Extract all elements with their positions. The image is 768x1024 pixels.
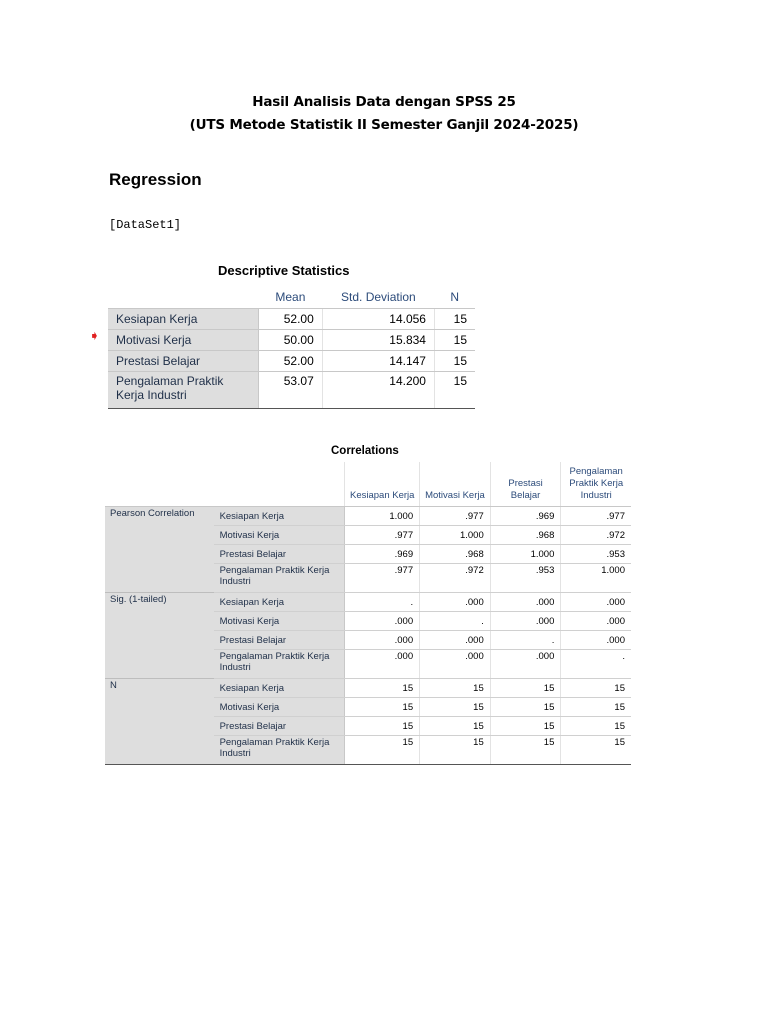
- value-cell: .977: [345, 564, 420, 593]
- table-row: [108, 372, 475, 409]
- value-cell: .000: [345, 650, 420, 679]
- value-cell: 1.000: [345, 507, 420, 526]
- value-cell: 15: [420, 698, 491, 717]
- descriptive-statistics-table: [108, 286, 475, 409]
- value-cell: 15: [561, 698, 631, 717]
- column-header: N: [434, 286, 475, 309]
- table-header-row: [105, 462, 631, 507]
- variable-label: Kesiapan Kerja: [214, 507, 345, 526]
- variable-label: Pengalaman Praktik Kerja Industri: [214, 736, 345, 765]
- n-cell: 15: [434, 372, 475, 409]
- dataset-label: [DataSet1]: [109, 218, 182, 232]
- column-header: Motivasi Kerja: [420, 462, 491, 507]
- value-cell: .977: [561, 507, 631, 526]
- column-header: Pengalaman Praktik Kerja Industri: [561, 462, 631, 507]
- value-cell: .977: [420, 507, 491, 526]
- value-cell: 15: [490, 698, 561, 717]
- variable-label: Motivasi Kerja: [214, 526, 345, 545]
- value-cell: 15: [561, 736, 631, 765]
- sd-cell: 14.200: [322, 372, 434, 409]
- column-header: Std. Deviation: [322, 286, 434, 309]
- value-cell: .000: [420, 593, 491, 612]
- value-cell: 15: [345, 679, 420, 698]
- table-row: [108, 351, 475, 372]
- variable-label: Kesiapan Kerja: [214, 679, 345, 698]
- arrow-icon: ➧: [89, 328, 100, 343]
- value-cell: .000: [561, 631, 631, 650]
- value-cell: .000: [490, 650, 561, 679]
- value-cell: .: [345, 593, 420, 612]
- value-cell: .000: [561, 593, 631, 612]
- value-cell: .969: [490, 507, 561, 526]
- table-row: [108, 330, 475, 351]
- row-label: Pengalaman Praktik Kerja Industri: [108, 372, 259, 409]
- mean-cell: 52.00: [259, 309, 323, 330]
- value-cell: .953: [490, 564, 561, 593]
- value-cell: .: [561, 650, 631, 679]
- value-cell: .969: [345, 545, 420, 564]
- value-cell: .972: [561, 526, 631, 545]
- n-cell: 15: [434, 330, 475, 351]
- group-label: Pearson Correlation: [105, 507, 214, 593]
- correlations-table: [105, 462, 631, 765]
- value-cell: .000: [345, 612, 420, 631]
- value-cell: 15: [490, 679, 561, 698]
- value-cell: .000: [561, 612, 631, 631]
- table-row: [105, 679, 631, 698]
- document-title: Hasil Analisis Data dengan SPSS 25: [252, 94, 516, 110]
- value-cell: 15: [561, 717, 631, 736]
- variable-label: Prestasi Belajar: [214, 545, 345, 564]
- table-header-row: [108, 286, 475, 309]
- row-label: Motivasi Kerja: [108, 330, 259, 351]
- value-cell: 1.000: [561, 564, 631, 593]
- value-cell: .953: [561, 545, 631, 564]
- sd-cell: 15.834: [322, 330, 434, 351]
- value-cell: 15: [490, 717, 561, 736]
- value-cell: .968: [420, 545, 491, 564]
- value-cell: .977: [345, 526, 420, 545]
- value-cell: .: [420, 612, 491, 631]
- value-cell: 15: [345, 717, 420, 736]
- variable-label: Prestasi Belajar: [214, 631, 345, 650]
- section-heading: Regression: [109, 170, 202, 189]
- document-subtitle: (UTS Metode Statistik II Semester Ganjil 2024-2025): [189, 117, 579, 133]
- variable-label: Motivasi Kerja: [214, 698, 345, 717]
- mean-cell: 50.00: [259, 330, 323, 351]
- table-row: [105, 593, 631, 612]
- value-cell: 15: [345, 698, 420, 717]
- correlations-title: Correlations: [331, 445, 399, 457]
- variable-label: Pengalaman Praktik Kerja Industri: [214, 564, 345, 593]
- sd-cell: 14.147: [322, 351, 434, 372]
- value-cell: 15: [420, 736, 491, 765]
- value-cell: 15: [561, 679, 631, 698]
- descriptive-statistics-title: Descriptive Statistics: [218, 263, 350, 278]
- value-cell: 15: [420, 717, 491, 736]
- sd-cell: 14.056: [322, 309, 434, 330]
- value-cell: 1.000: [420, 526, 491, 545]
- variable-label: Prestasi Belajar: [214, 717, 345, 736]
- row-label: Prestasi Belajar: [108, 351, 259, 372]
- value-cell: 15: [490, 736, 561, 765]
- column-header: Mean: [259, 286, 323, 309]
- table-row: [108, 309, 475, 330]
- variable-label: Motivasi Kerja: [214, 612, 345, 631]
- corner-cell: [214, 462, 345, 507]
- variable-label: Kesiapan Kerja: [214, 593, 345, 612]
- value-cell: .000: [345, 631, 420, 650]
- value-cell: 15: [345, 736, 420, 765]
- n-cell: 15: [434, 351, 475, 372]
- value-cell: .972: [420, 564, 491, 593]
- value-cell: .000: [490, 593, 561, 612]
- value-cell: .000: [490, 612, 561, 631]
- corner-cell: [108, 286, 259, 309]
- group-label: Sig. (1-tailed): [105, 593, 214, 679]
- value-cell: .: [490, 631, 561, 650]
- column-header: Prestasi Belajar: [490, 462, 561, 507]
- value-cell: .968: [490, 526, 561, 545]
- n-cell: 15: [434, 309, 475, 330]
- corner-cell: [105, 462, 214, 507]
- group-label: N: [105, 679, 214, 765]
- value-cell: 15: [420, 679, 491, 698]
- value-cell: .000: [420, 650, 491, 679]
- value-cell: 1.000: [490, 545, 561, 564]
- value-cell: .000: [420, 631, 491, 650]
- table-row: [105, 507, 631, 526]
- variable-label: Pengalaman Praktik Kerja Industri: [214, 650, 345, 679]
- mean-cell: 53.07: [259, 372, 323, 409]
- column-header: Kesiapan Kerja: [345, 462, 420, 507]
- row-label: Kesiapan Kerja: [108, 309, 259, 330]
- mean-cell: 52.00: [259, 351, 323, 372]
